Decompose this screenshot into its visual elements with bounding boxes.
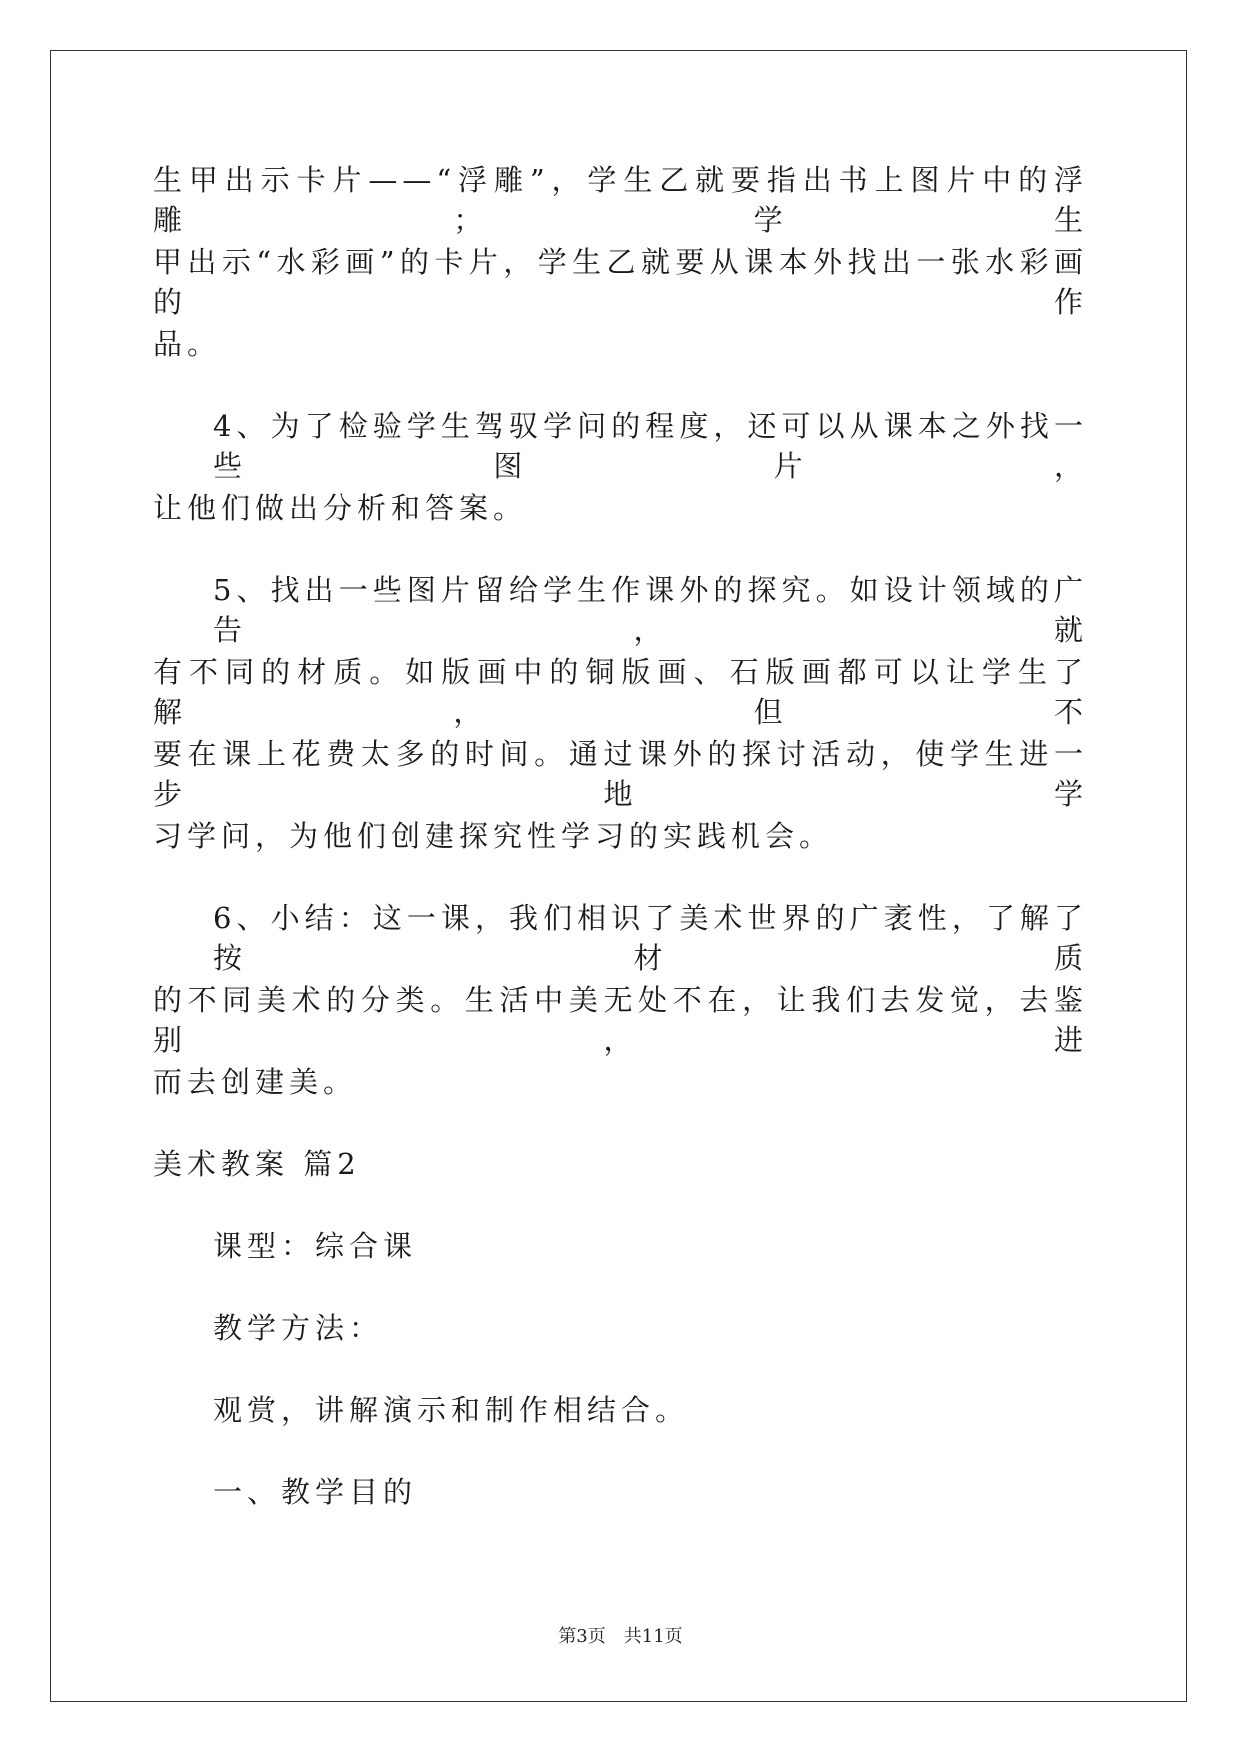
paragraph-line: 教学方法：	[213, 1311, 384, 1345]
section-heading: 美术教案 篇2	[153, 1147, 361, 1181]
paragraph-line: 生甲出示卡片——“浮雕”，学生乙就要指出书上图片中的浮雕；学生	[153, 163, 1088, 237]
paragraph-line: 甲出示“水彩画”的卡片，学生乙就要从课本外找出一张水彩画的作	[153, 245, 1088, 319]
paragraph-line: 6、小结：这一课，我们相识了美术世界的广袤性，了解了按材质	[213, 901, 1088, 975]
page-number: 第3页	[558, 1626, 606, 1647]
paragraph-line: 的不同美术的分类。生活中美无处不在，让我们去发觉，去鉴别，进	[153, 983, 1088, 1057]
document-body	[153, 160, 1088, 1554]
paragraph-line: 品。	[153, 327, 222, 361]
paragraph-line: 要在课上花费太多的时间。通过课外的探讨活动，使学生进一步地学	[153, 737, 1088, 811]
paragraph-line: 而去创建美。	[153, 1065, 358, 1099]
paragraph-line: 有不同的材质。如版画中的铜版画、石版画都可以让学生了解，但不	[153, 655, 1088, 729]
paragraph-line: 观赏，讲解演示和制作相结合。	[213, 1393, 690, 1427]
paragraph-line: 课型：综合课	[213, 1229, 418, 1263]
paragraph-line: 5、找出一些图片留给学生作课外的探究。如设计领域的广告，就	[213, 573, 1088, 647]
page-total: 共11页	[623, 1626, 683, 1647]
paragraph-line: 习学问，为他们创建探究性学习的实践机会。	[153, 819, 834, 853]
paragraph-line: 一、教学目的	[213, 1475, 418, 1509]
paragraph-line: 让他们做出分析和答案。	[153, 491, 528, 525]
paragraph-line: 4、为了检验学生驾驭学问的程度，还可以从课本之外找一些图片，	[213, 409, 1088, 483]
page-footer	[0, 1622, 1241, 1648]
